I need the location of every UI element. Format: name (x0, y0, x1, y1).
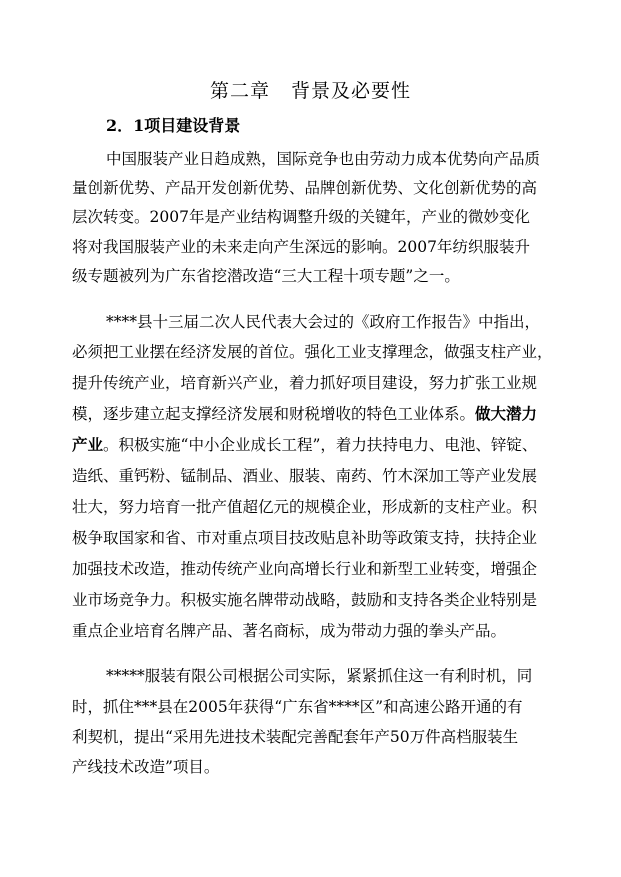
chapter-title: 第二章 背景及必要性 (209, 80, 412, 102)
paragraph-2-line-8: 极争取国家和省、市对重点项目技改贴息补助等政策支持，扶持企业 (72, 529, 538, 547)
paragraph-3-line-2: 时，抓住***县在2005年获得“广东省****区”和高速公路开通的有 (72, 698, 523, 716)
paragraph-2-line-5 (72, 435, 537, 455)
paragraph-1-line-1: 中国服装产业日趋成熟，国际竞争也由劳动力成本优势向产品质 (106, 150, 541, 168)
paragraph-2-line-5-text: 。积极实施“中小企业成长工程”，着力扶持电力、电池、锌锭、 (103, 436, 538, 454)
paragraph-1-line-5: 级专题被列为广东省挖潜改造“三大工程十项专题”之一。 (72, 267, 460, 285)
paragraph-2-line-3: 提升传统产业，培育新兴产业，着力抓好项目建设，努力扩张工业规 (72, 374, 538, 392)
paragraph-2-line-4-text: 模，逐步建立起支撑经济发展和财税增收的特色工业体系。 (72, 405, 476, 423)
paragraph-3-line-4: 产线技术改造”项目。 (72, 758, 220, 776)
paragraph-2-line-9: 加强技术改造，推动传统产业向高增长行业和新型工业转变，增强企 (72, 560, 538, 578)
paragraph-2-line-2: 必须把工业摆在经济发展的首位。强化工业支撑理念，做强支柱产业， (72, 343, 553, 361)
paragraph-1-line-4: 将对我国服装产业的未来走向产生深远的影响。2007年纺织服装升 (72, 238, 530, 256)
paragraph-2-emphasis-1: 做大潜力 (475, 404, 538, 423)
paragraph-3-line-1: *****服装有限公司根据公司实际，紧紧抓住这一有利时机，同 (106, 667, 533, 685)
paragraph-1-line-2: 量创新优势、产品开发创新优势、品牌创新优势、文化创新优势的高 (72, 179, 538, 197)
paragraph-2-line-7: 壮大，努力培育一批产值超亿元的规模企业，形成新的支柱产业。积 (72, 498, 538, 516)
paragraph-2-line-4 (72, 404, 537, 424)
paragraph-2-line-6: 造纸、重钙粉、锰制品、酒业、服装、南药、竹木深加工等产业发展 (72, 467, 538, 485)
paragraph-2-emphasis-2: 产业 (72, 435, 104, 454)
section-title: 2．1项目建设背景 (106, 116, 241, 135)
paragraph-1-line-3: 层次转变。2007年是产业结构调整升级的关键年，产业的微妙变化 (72, 208, 530, 226)
paragraph-2-line-10: 业市场竞争力。积极实施名牌带动战略，鼓励和支持各类企业特别是 (72, 591, 538, 609)
paragraph-2-line-1: ****县十三届二次人民代表大会过的《政府工作报告》中指出， (106, 313, 541, 331)
paragraph-3-line-3: 利契机，提出“采用先进技术装配完善配套年产50万件高档服装生 (72, 728, 519, 746)
paragraph-2-line-11: 重点企业培育名牌产品、著名商标，成为带动力强的拳头产品。 (72, 622, 507, 640)
